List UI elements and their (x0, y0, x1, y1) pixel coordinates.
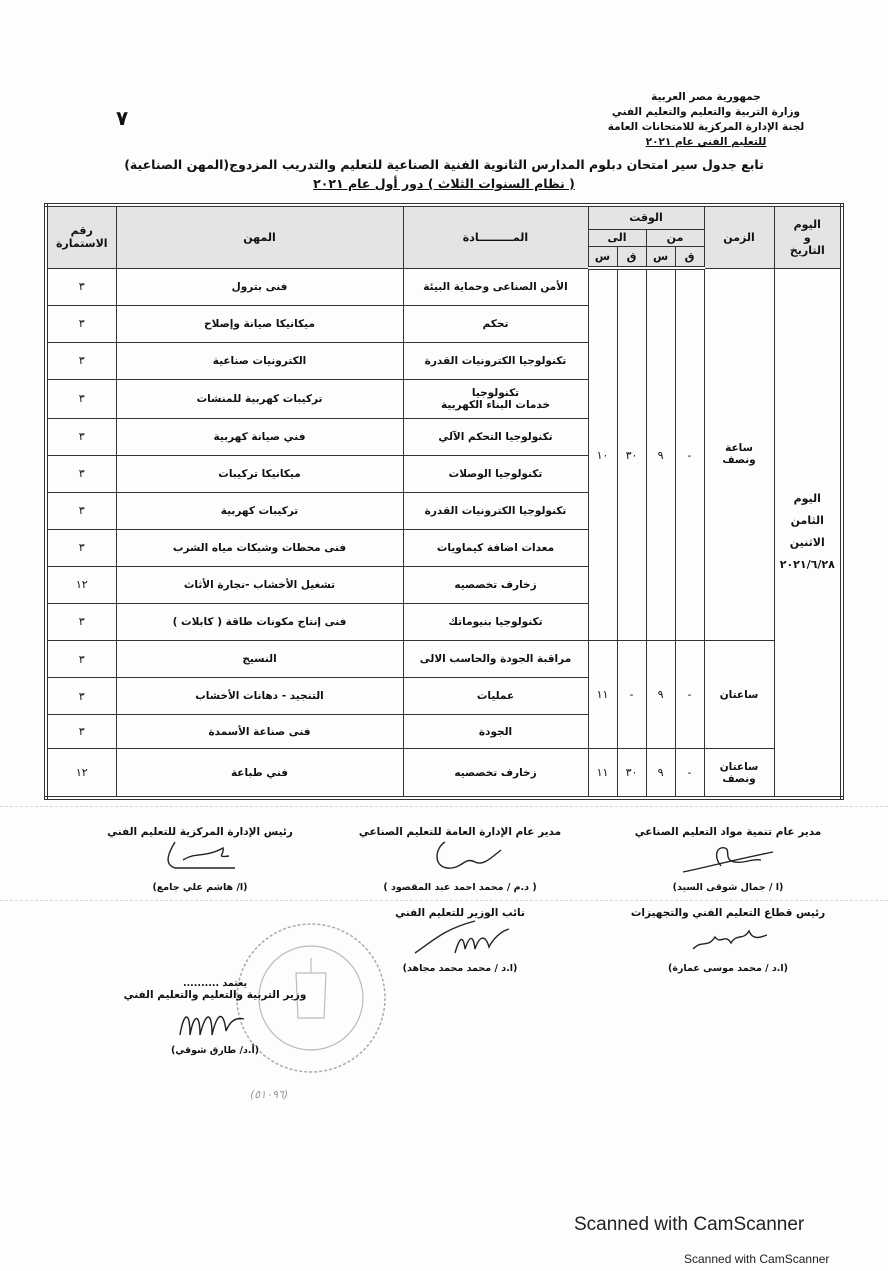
header-form-number (46, 205, 116, 268)
header-form-label: الاستمارة (55, 237, 108, 251)
to-hour-cell: ١١ (588, 749, 617, 798)
weekday: الاثنين (789, 536, 825, 550)
header-to: الى (588, 229, 646, 246)
subject-cell: تكنولوجيا التحكم الآلي (403, 418, 588, 455)
subject-cell: عمليات (403, 678, 588, 715)
profession-cell: فني طباعة (116, 749, 403, 798)
to-minute-cell: - (617, 641, 646, 749)
header-line: وزارة التربية والتعليم والتعليم الفني (611, 106, 801, 118)
signature-block (608, 826, 848, 893)
signature-title: مدير عام تنمية مواد التعليم الصناعي (634, 826, 822, 838)
subject-line: تكنولوجيا (471, 386, 520, 399)
stamp-number: (٥١٠٩٦) (250, 1088, 289, 1101)
to-minute-cell: ٣٠ (617, 268, 646, 641)
scan-line (0, 900, 888, 901)
handwritten-signature-icon (405, 919, 515, 959)
header-line: للتعليم الفني عام ٢٠٢١ (645, 136, 767, 148)
header-to-hour: س (588, 246, 617, 268)
profession-cell: فنى بترول (116, 268, 403, 305)
form-number-cell: ٣ (46, 715, 116, 749)
form-number-cell: ١٢ (46, 566, 116, 603)
header-professions: المهن (116, 205, 403, 268)
header-from-minute: ق (675, 246, 704, 268)
from-hour-cell: ٩ (646, 641, 675, 749)
subject-cell: الجودة (403, 715, 588, 749)
subject-cell: تكنولوجيا الوصلات (403, 455, 588, 492)
signatory-name: (ا.د / محمد محمد مجاهد) (402, 963, 518, 974)
signature-block (608, 907, 848, 974)
handwritten-signature-icon (673, 838, 783, 878)
duration-cell (704, 268, 774, 641)
header-to-minute: ق (617, 246, 646, 268)
day-date-cell (774, 268, 842, 798)
duration-cell: ساعتان (704, 641, 774, 749)
subject-cell: تكنولوجيا بنيوماتك (403, 603, 588, 640)
duration-text: ونصف (722, 454, 756, 467)
subject-cell: تكنولوجيا الكترونيات القدرة (403, 492, 588, 529)
page-number: ٧ (116, 106, 129, 130)
form-number-cell: ٣ (46, 492, 116, 529)
handwritten-signature-icon (145, 838, 255, 878)
from-minute-cell: - (675, 749, 704, 798)
header-line: جمهورية مصر العربية (651, 91, 761, 103)
header-time: الوقت (588, 205, 704, 229)
table-row (46, 268, 842, 305)
duration-text: ساعتان (719, 760, 759, 773)
duration-text: ساعة (725, 442, 753, 455)
from-hour-cell: ٩ (646, 268, 675, 641)
from-hour-cell: ٩ (646, 749, 675, 798)
header-duration: الزمن (704, 205, 774, 268)
table-row (46, 641, 842, 678)
profession-cell: التنجيد - دهانات الأخشاب (116, 678, 403, 715)
handwritten-signature-icon (673, 919, 783, 959)
approval-label: يعتمد .......... (182, 978, 248, 989)
form-number-cell: ٣ (46, 678, 116, 715)
subject-cell: معدات اضافة كيماويات (403, 529, 588, 566)
header-date-label: التاريخ (789, 243, 825, 257)
to-hour-cell: ١٠ (588, 268, 617, 641)
profession-cell: فني صيانة كهربية (116, 418, 403, 455)
profession-cell: ميكانيكا تركيبات (116, 455, 403, 492)
signatory-name: (ا / جمال شوقى السيد) (672, 882, 784, 893)
header-line: لجنة الإدارة المركزية للامتحانات العامة (607, 121, 805, 133)
form-number-cell: ٣ (46, 418, 116, 455)
form-number-cell: ٣ (46, 305, 116, 342)
form-number-cell: ٣ (46, 342, 116, 379)
exam-schedule-table (44, 203, 844, 800)
handwritten-signature-icon (405, 838, 515, 878)
header-day-label: اليوم (793, 217, 821, 231)
header-from: من (646, 229, 704, 246)
signatory-name: (أ.د/ طارق شوقي) (170, 1045, 260, 1056)
profession-cell: الكترونيات صناعية (116, 342, 403, 379)
header-form-label: رقم (70, 224, 93, 238)
subject-line: خدمات البناء الكهربية (440, 398, 551, 411)
subject-cell: زخارف تخصصيه (403, 749, 588, 798)
to-hour-cell: ١١ (588, 641, 617, 749)
from-minute-cell: - (675, 268, 704, 641)
document-subtitle: ( نظام السنوات الثلاث ) دور أول عام ٢٠٢١ (313, 176, 575, 191)
form-number-cell: ٣ (46, 455, 116, 492)
signature-title: نائب الوزير للتعليم الفني (395, 907, 525, 919)
signature-block (110, 978, 320, 1056)
signature-title: مدير عام الإدارة العامة للتعليم الصناعي (358, 826, 562, 838)
form-number-cell: ٣ (46, 641, 116, 678)
header-and-label: و (803, 230, 811, 244)
handwritten-signature-icon (160, 1001, 270, 1041)
profession-cell: فنى إنتاج مكونات طاقة ( كابلات ) (116, 603, 403, 640)
to-minute-cell: ٣٠ (617, 749, 646, 798)
exam-date: ٢٠٢١/٦/٢٨ (779, 558, 835, 572)
from-minute-cell: - (675, 641, 704, 749)
signature-title: رئيس الإدارة المركزية للتعليم الفني (107, 826, 293, 838)
document-header (576, 90, 836, 150)
form-number-cell: ١٢ (46, 749, 116, 798)
form-number-cell: ٣ (46, 268, 116, 305)
signatory-name: (ا.د / محمد موسى عمارة) (667, 963, 788, 974)
signature-title: وزير التربية والتعليم والتعليم الفني (123, 989, 307, 1001)
subject-cell: مراقبة الجودة والحاسب الالى (403, 641, 588, 678)
profession-cell: تركيبات كهربية للمنشات (116, 379, 403, 418)
signatory-name: (ا/ هاشم علي جامع) (152, 882, 248, 893)
form-number-cell: ٣ (46, 603, 116, 640)
document-title: تابع جدول سير امتحان دبلوم المدارس الثانوية الفنية الصناعية للتعليم والتدريب المزدوج(المهن الصناعية) (124, 157, 764, 172)
profession-cell: النسيج (116, 641, 403, 678)
form-number-cell: ٣ (46, 529, 116, 566)
duration-cell (704, 749, 774, 798)
day-ordinal: الثامن (790, 514, 824, 528)
signatory-name: ( د.م / محمد احمد عبد المقصود ) (383, 882, 537, 893)
subject-cell: تكنولوجيا الكترونيات القدرة (403, 342, 588, 379)
table-row (46, 749, 842, 798)
camscanner-watermark: Scanned with CamScanner (684, 1252, 830, 1266)
subject-cell: الأمن الصناعى وحماية البيئة (403, 268, 588, 305)
day-label: اليوم (793, 492, 821, 506)
header-from-hour: س (646, 246, 675, 268)
profession-cell: فنى محطات وشبكات مياه الشرب (116, 529, 403, 566)
signature-block (80, 826, 320, 893)
profession-cell: ميكانيكا صيانة وإصلاح (116, 305, 403, 342)
subject-cell: زخارف تخصصيه (403, 566, 588, 603)
subject-cell: تحكم (403, 305, 588, 342)
camscanner-watermark: Scanned with CamScanner (574, 1214, 805, 1235)
profession-cell: تشغيل الأخشاب -نجارة الأثاث (116, 566, 403, 603)
signature-title: رئيس قطاع التعليم الفني والتجهيزات (630, 907, 826, 919)
scan-line (0, 806, 888, 807)
form-number-cell: ٣ (46, 379, 116, 418)
header-day-date (774, 205, 842, 268)
duration-text: ونصف (722, 772, 756, 785)
profession-cell: تركيبات كهربية (116, 492, 403, 529)
profession-cell: فنى صناعة الأسمدة (116, 715, 403, 749)
subject-cell (403, 379, 588, 418)
header-subject: المـــــــــادة (403, 205, 588, 268)
signature-block (340, 826, 580, 893)
